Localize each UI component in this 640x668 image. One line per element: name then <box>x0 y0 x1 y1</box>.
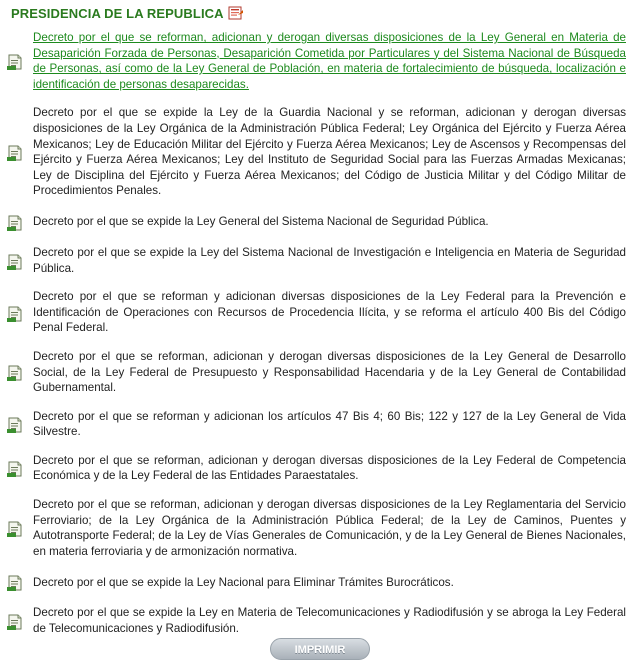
pdf-document-icon[interactable] <box>228 6 244 20</box>
document-icon[interactable] <box>7 574 25 592</box>
decree-list-item <box>7 409 626 440</box>
decree-list-item <box>7 605 626 636</box>
decree-text: Decreto por el que se expide la Ley General del Sistema Nacional de Seguridad Pública. <box>33 215 489 229</box>
decree-text: Decreto por el que se expide la Ley de la Guardia Nacional y se reforman, adicionan y derogan diversas disposiciones de la Ley Orgánica de la Administración Pública Federal; Ley Orgánica del Ejército y Fuerza Aérea Mexicanos; Ley de Educación Militar del Ejército y Fuerza Aérea Mexicanos; Ley de Ascensos y Recompensas del Ejército y Fuerza Aérea Mexicanos; Ley del Instituto de Seguridad Social para las Fuerzas Armadas Mexicanas; Ley de Disciplina del Ejército y Fuerza Aérea Mexicanos; del Código de Justicia Militar y del Código Militar de Procedimientos Penales. <box>33 106 626 198</box>
decree-text: Decreto por el que se expide la Ley en Materia de Telecomunicaciones y Radiodifusión y se abroga la Ley Federal de Telecomunicaciones y Radiodifusión. <box>33 606 626 636</box>
document-icon[interactable] <box>7 53 25 71</box>
decree-text: Decreto por el que se expide la Ley del Sistema Nacional de Investigación e Inteligencia en Materia de Seguridad Pública. <box>33 245 626 275</box>
decree-list-item <box>7 245 626 276</box>
decree-text: Decreto por el que se reforman, adicionan y derogan diversas disposiciones de la Ley Reglamentaria del Servicio Ferroviario; de la Ley Orgánica de la Administración Pública Federal; de la Ley de Caminos, Puentes y Autotransporte Federal; de la Ley de Vías Generales de Comunicación, y de la Ley General de Bienes Nacionales, en materia ferroviaria y de armonización normativa. <box>33 498 626 558</box>
document-icon[interactable] <box>7 520 25 538</box>
decree-list-item <box>7 572 626 592</box>
decree-list-item <box>7 497 626 559</box>
decree-text: Decreto por el que se expide la Ley Nacional para Eliminar Trámites Burocráticos. <box>33 575 454 589</box>
document-icon[interactable] <box>7 613 25 631</box>
decree-list-item <box>7 289 626 336</box>
decree-link[interactable]: Decreto por el que se reforman, adicionan y derogan diversas disposiciones de la Ley General en Materia de Desaparición Forzada de Personas, Desaparición Cometida por Particulares y del Sistema Nacional de Búsqueda de Personas, así como de la Ley General de Población, en materia de fortalecimiento de búsqueda, localización e identificación de personas desaparecidas. <box>33 31 626 91</box>
document-icon[interactable] <box>7 416 25 434</box>
decree-list-item <box>7 453 626 484</box>
document-icon[interactable] <box>7 144 25 162</box>
decree-list <box>7 30 626 637</box>
document-icon[interactable] <box>7 214 25 232</box>
decree-text: Decreto por el que se reforman y adicionan los artículos 47 Bis 4; 60 Bis; 122 y 127 de la Ley General de Vida Silvestre. <box>33 409 626 439</box>
footer <box>0 638 640 660</box>
decree-text: Decreto por el que se reforman, adicionan y derogan diversas disposiciones de la Ley Federal de Competencia Económica y de la Ley Federal de las Entidades Paraestatales. <box>33 453 626 483</box>
document-icon[interactable] <box>7 460 25 478</box>
section-title: PRESIDENCIA DE LA REPUBLICA <box>11 5 224 21</box>
document-icon[interactable] <box>7 253 25 271</box>
document-icon[interactable] <box>7 305 25 323</box>
decree-list-item <box>7 212 626 232</box>
document-icon[interactable] <box>7 364 25 382</box>
section-header <box>7 0 626 26</box>
decree-list-item <box>7 349 626 396</box>
print-button[interactable]: IMPRIMIR <box>270 638 370 660</box>
decree-text: Decreto por el que se reforman, adicionan y derogan diversas disposiciones de la Ley General de Desarrollo Social, de la Ley Federal de Presupuesto y Responsabilidad Hacendaria y de la Ley General de Contabilidad Gubernamental. <box>33 349 626 395</box>
decree-text: Decreto por el que se reforman y adicionan diversas disposiciones de la Ley Federal para la Prevención e Identificación de Operaciones con Recursos de Procedencia Ilícita, y se reforma el artículo 400 Bis del Código Penal Federal. <box>33 290 626 335</box>
decree-list-item <box>7 105 626 199</box>
decree-list-item <box>7 30 626 92</box>
